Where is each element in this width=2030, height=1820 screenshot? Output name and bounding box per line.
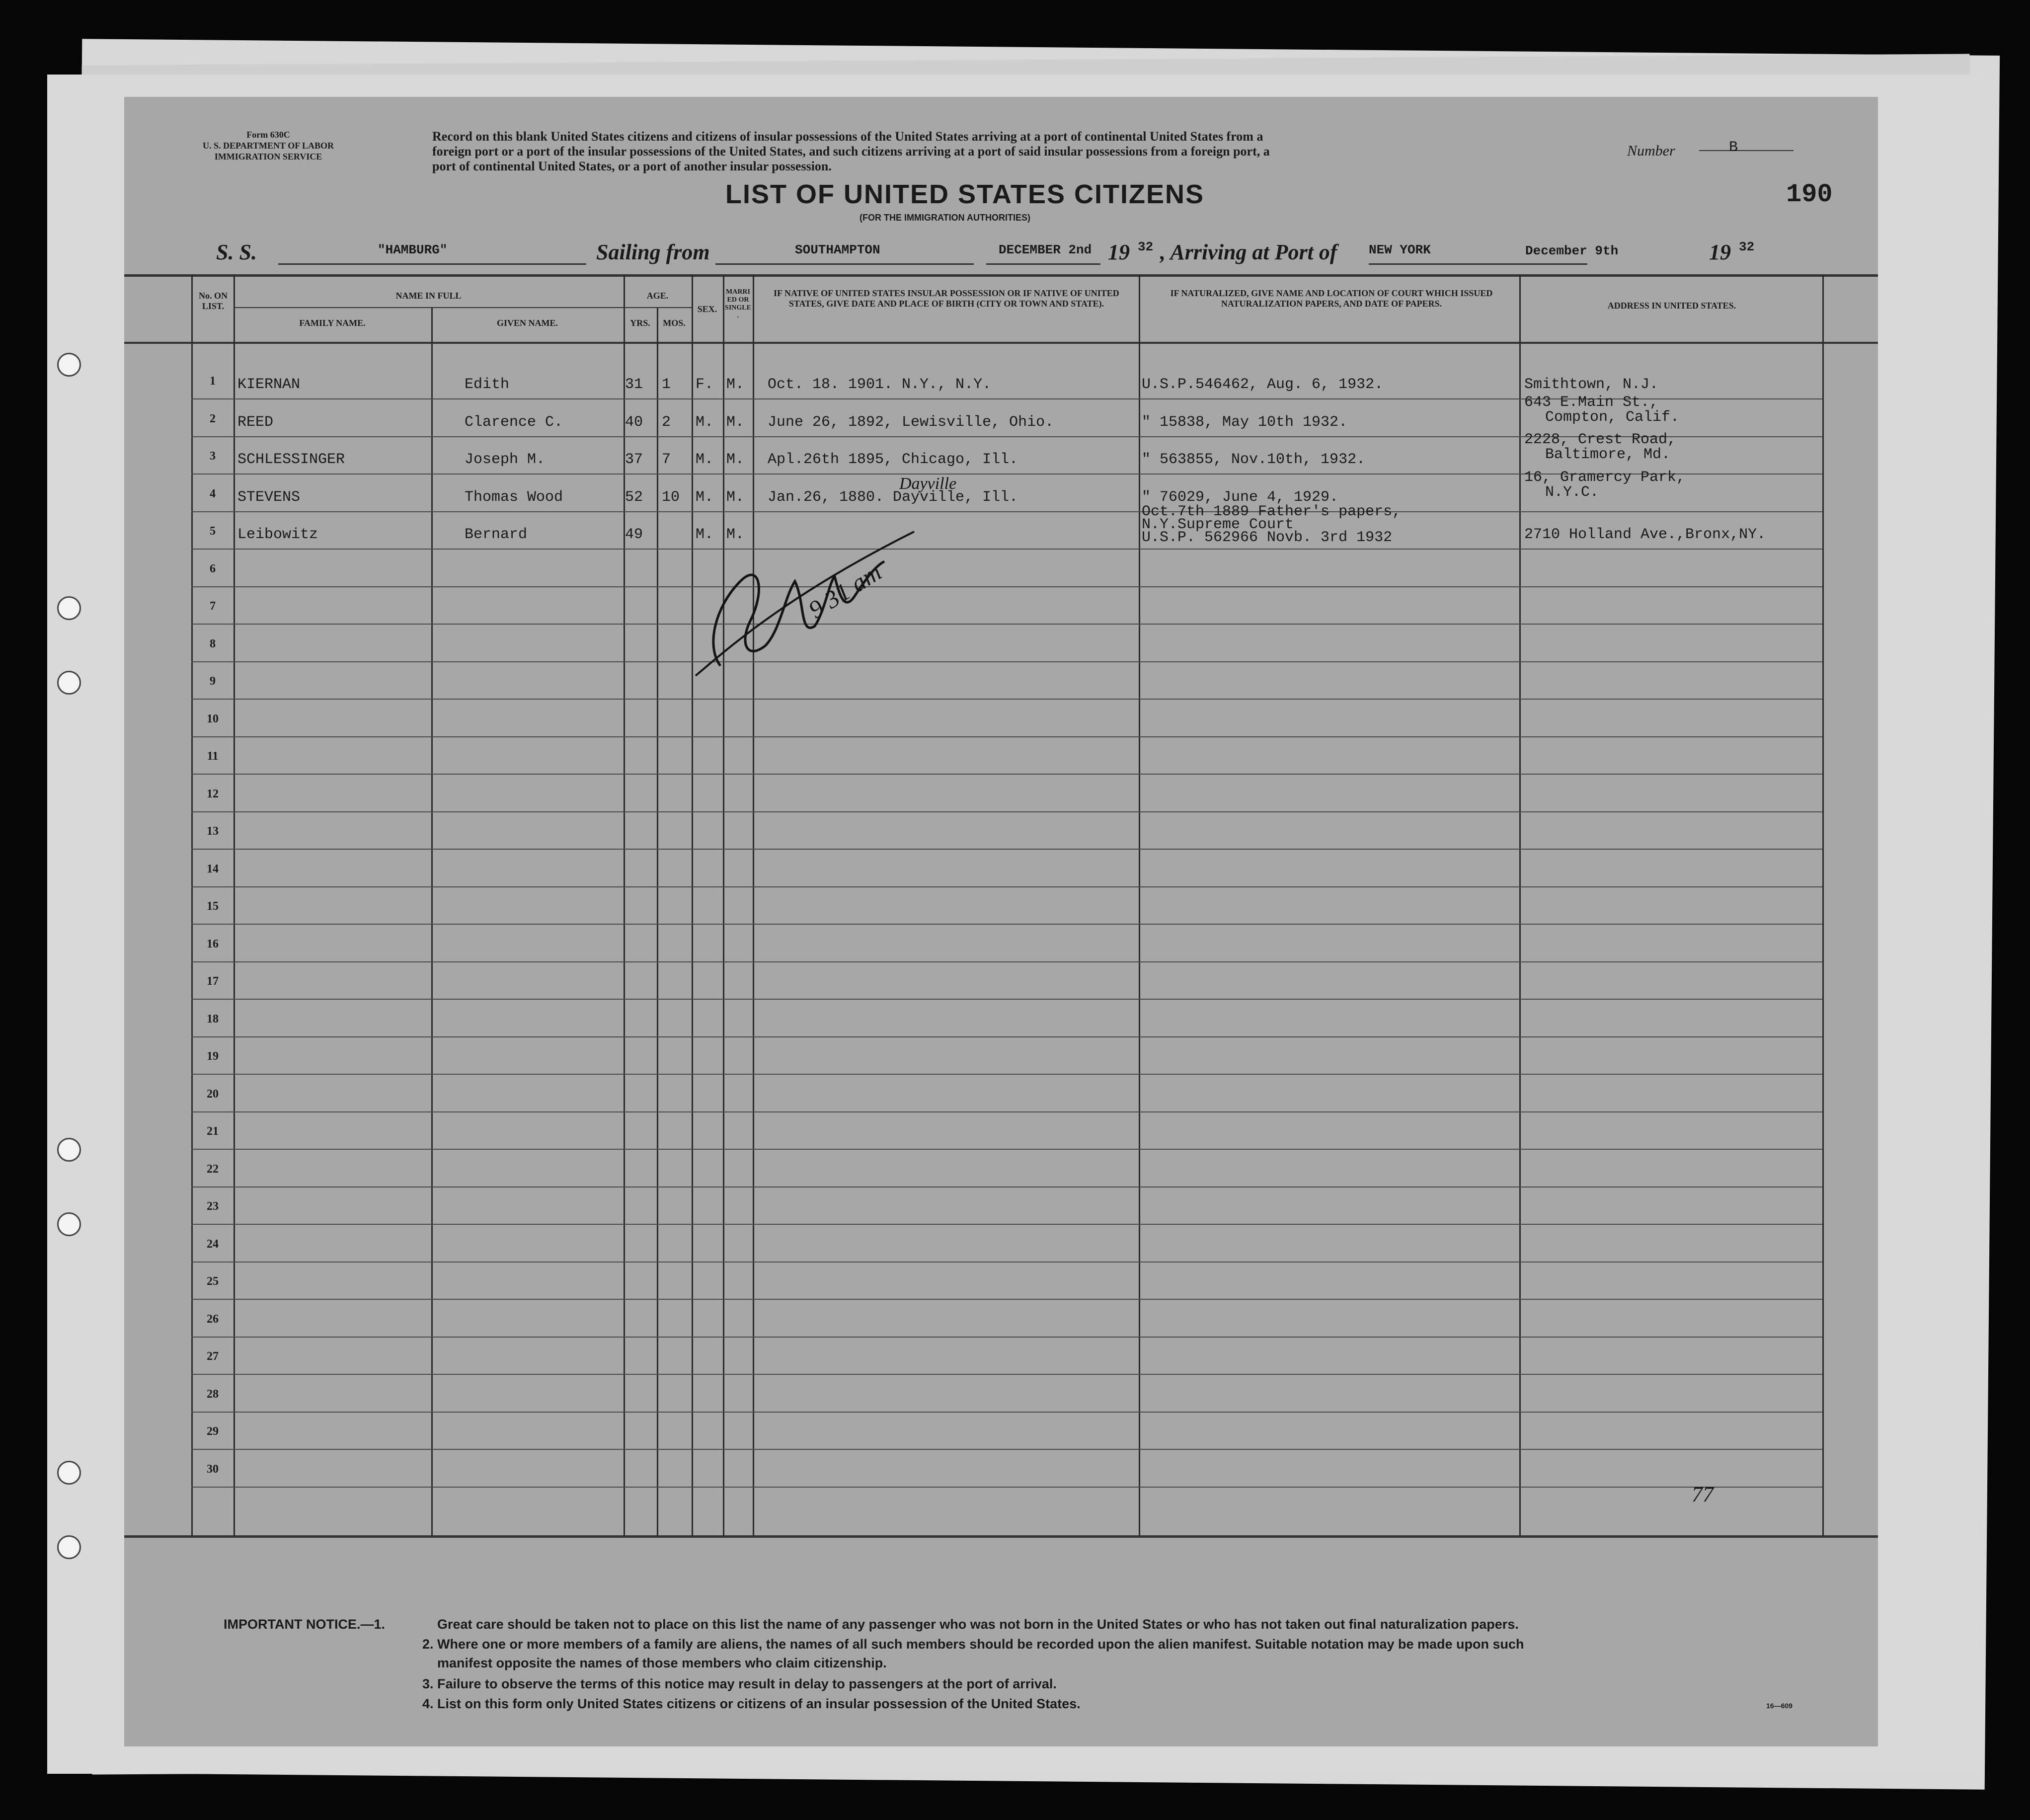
punch-hole xyxy=(57,671,81,695)
ship-name: "HAMBURG" xyxy=(378,242,448,257)
sailing-underline xyxy=(715,263,974,265)
given-name-cell: Edith xyxy=(465,376,510,393)
notice-item-1: Great care should be taken not to place on this list the name of any passenger who was not born in the United States or who has not taken out final naturalization papers. xyxy=(437,1617,1519,1632)
notice-item-2-cont: manifest opposite the names of those members who claim citizenship. xyxy=(437,1656,887,1670)
family-name-cell: SCHLESSINGER xyxy=(237,451,345,468)
table-top-rule xyxy=(124,274,1878,277)
inspection-time: 9 31 am xyxy=(803,557,886,624)
address-cell-line2: Baltimore, Md. xyxy=(1545,446,1671,463)
naturalization-cell: " 563855, Nov.10th, 1932. xyxy=(1142,451,1366,468)
marital-status-cell: M. xyxy=(726,376,745,393)
row-rule xyxy=(191,586,1822,587)
row-rule xyxy=(191,1224,1822,1225)
sailing-date: DECEMBER 2nd xyxy=(999,242,1092,257)
age-years-cell: 40 xyxy=(625,413,643,431)
family-name-cell: REED xyxy=(237,413,274,431)
row-rule xyxy=(191,624,1822,625)
number-value: B xyxy=(1729,139,1738,156)
row-number: 22 xyxy=(207,1162,219,1176)
number-underline xyxy=(1699,150,1794,151)
row-number: 8 xyxy=(210,637,216,650)
service-name: IMMIGRATION SERVICE xyxy=(214,152,322,161)
age-years-cell: 49 xyxy=(625,526,643,543)
age-years-cell: 31 xyxy=(625,376,643,393)
sailing-year-suffix: 32 xyxy=(1138,239,1154,254)
handwritten-count: 77 xyxy=(1692,1482,1714,1506)
arrival-date: December 9th xyxy=(1525,243,1619,258)
marital-status-cell: M. xyxy=(726,526,745,543)
row-number: 27 xyxy=(207,1350,219,1363)
birth-cell: Apl.26th 1895, Chicago, Ill. xyxy=(768,451,1018,468)
notice-item-3: 3. Failure to observe the terms of this notice may result in delay to passengers at the port of arrival. xyxy=(422,1676,1057,1691)
arrival-underline xyxy=(1369,263,1587,265)
row-number: 9 xyxy=(210,675,216,688)
inspector-signature xyxy=(686,522,924,691)
row-number: 14 xyxy=(207,862,219,875)
col-divider xyxy=(753,274,754,1536)
col-header-age: AGE. xyxy=(646,291,669,301)
row-number: 23 xyxy=(207,1200,219,1213)
ss-label: S. S. xyxy=(216,240,257,264)
row-number: 10 xyxy=(207,712,219,725)
row-number: 7 xyxy=(210,600,216,613)
sailing-port: SOUTHAMPTON xyxy=(795,242,880,257)
row-number: 21 xyxy=(207,1125,219,1138)
marital-status-cell: M. xyxy=(726,488,745,506)
row-rule xyxy=(191,661,1822,662)
age-months-cell: 10 xyxy=(662,488,680,506)
row-rule xyxy=(191,699,1822,700)
col-header-married: MARRIED OR SINGLE. xyxy=(725,288,751,319)
col-divider xyxy=(657,308,658,1536)
given-name-cell: Joseph M. xyxy=(465,451,546,468)
row-number: 1 xyxy=(210,375,216,388)
row-number: 13 xyxy=(207,825,219,838)
age-months-cell: 2 xyxy=(662,413,671,431)
name-subheader-rule xyxy=(234,307,624,308)
col-divider xyxy=(692,274,693,1536)
col-header-address: ADDRESS IN UNITED STATES. xyxy=(1607,301,1736,311)
row-number: 3 xyxy=(210,450,216,463)
sailing-year-prefix: 19 xyxy=(1108,240,1130,264)
row-number: 25 xyxy=(207,1275,219,1288)
col-divider xyxy=(1822,274,1824,1536)
given-name-cell: Bernard xyxy=(465,526,528,543)
marital-status-cell: M. xyxy=(726,451,745,468)
manifest-form xyxy=(124,97,1878,1746)
row-number: 28 xyxy=(207,1387,219,1401)
punch-hole xyxy=(57,1461,81,1485)
row-number: 5 xyxy=(210,525,216,538)
col-header-mos: MOS. xyxy=(663,318,686,328)
form-id xyxy=(164,129,373,162)
given-name-cell: Thomas Wood xyxy=(465,488,563,506)
address-cell: 643 E.Main St., xyxy=(1524,394,1659,411)
col-divider xyxy=(723,274,724,1536)
col-divider xyxy=(1139,274,1140,1536)
row-number: 11 xyxy=(207,750,219,763)
age-subheader-rule xyxy=(624,307,692,308)
naturalization-cell-line2: N.Y.Supreme Court xyxy=(1142,516,1294,533)
table-header-rule xyxy=(124,342,1878,344)
row-number: 29 xyxy=(207,1425,219,1438)
address-cell: 2710 Holland Ave.,Bronx,NY. xyxy=(1524,526,1766,543)
address-cell: 16, Gramercy Park, xyxy=(1524,469,1686,486)
col-header-yrs: YRS. xyxy=(630,318,650,328)
punch-hole xyxy=(57,353,81,377)
sex-cell: M. xyxy=(696,451,714,468)
record-instructions xyxy=(432,129,1615,174)
row-rule xyxy=(191,1149,1822,1150)
notice-label: IMPORTANT NOTICE.—1. xyxy=(224,1617,386,1632)
marital-status-cell: M. xyxy=(726,413,745,431)
age-years-cell: 37 xyxy=(625,451,643,468)
sex-cell: M. xyxy=(696,488,714,506)
col-header-naturalized: IF NATURALIZED, GIVE NAME AND LOCATION OF COURT WHICH ISSUED NATURALIZATION PAPERS, AND DATE OF PAPERS. xyxy=(1170,288,1493,309)
birth-cell: Oct. 18. 1901. N.Y., N.Y. xyxy=(768,376,992,393)
number-label: Number xyxy=(1627,143,1675,159)
row-rule xyxy=(191,549,1822,550)
row-number: 26 xyxy=(207,1312,219,1326)
table-bottom-rule xyxy=(124,1535,1878,1538)
col-header-given-name: GIVEN NAME. xyxy=(496,318,558,328)
record-line-2: foreign port or a port of the insular possessions of the United States, and such citizens arriving at a port of said insular possessions from a foreign port, a xyxy=(432,144,1270,158)
form-title: LIST OF UNITED STATES CITIZENS xyxy=(725,179,1204,209)
row-rule xyxy=(191,511,1822,512)
naturalization-cell: U.S.P.546462, Aug. 6, 1932. xyxy=(1142,376,1384,393)
punch-hole xyxy=(57,596,81,620)
row-rule xyxy=(191,1074,1822,1075)
page-number: 190 xyxy=(1786,180,1833,209)
row-rule xyxy=(191,811,1822,812)
age-years-cell: 52 xyxy=(625,488,643,506)
family-name-cell: KIERNAN xyxy=(237,376,301,393)
age-months-cell: 1 xyxy=(662,376,671,393)
row-rule xyxy=(191,961,1822,962)
row-rule xyxy=(191,774,1822,775)
row-number: 17 xyxy=(207,975,219,988)
notice-item-4: 4. List on this form only United States citizens or citizens of an insular possession of the United States. xyxy=(422,1696,1081,1711)
row-rule xyxy=(191,1036,1822,1037)
row-rule xyxy=(191,1449,1822,1450)
row-number: 12 xyxy=(207,787,219,800)
row-number: 15 xyxy=(207,900,219,913)
record-line-1: Record on this blank United States citizens and citizens of insular possessions of the United States arriving at a port of continental United States from a xyxy=(432,129,1263,144)
row-number: 19 xyxy=(207,1050,219,1063)
sailing-label: Sailing from xyxy=(596,240,710,264)
row-number: 30 xyxy=(207,1462,219,1476)
address-cell-line2: N.Y.C. xyxy=(1545,483,1599,501)
row-rule xyxy=(191,1487,1822,1488)
family-name-cell: Leibowitz xyxy=(237,526,318,543)
row-number: 18 xyxy=(207,1012,219,1026)
naturalization-cell: Oct.7th 1889 Father's papers, xyxy=(1142,503,1402,520)
col-header-name-in-full: NAME IN FULL xyxy=(395,291,462,301)
arrival-year-prefix: 19 xyxy=(1709,240,1731,264)
department-name: U. S. DEPARTMENT OF LABOR xyxy=(202,141,334,151)
sex-cell: F. xyxy=(696,376,714,393)
row-number: 24 xyxy=(207,1237,219,1251)
address-cell: Smithtown, N.J. xyxy=(1524,376,1659,393)
row-rule xyxy=(191,924,1822,925)
punch-hole xyxy=(57,1212,81,1236)
family-name-cell: STEVENS xyxy=(237,488,301,506)
naturalization-cell: " 15838, May 10th 1932. xyxy=(1142,413,1348,431)
punch-hole xyxy=(57,1535,81,1559)
arrival-year-suffix: 32 xyxy=(1739,239,1755,254)
row-rule xyxy=(191,886,1822,887)
form-number: Form 630C xyxy=(246,130,290,140)
record-line-3: port of continental United States, or a port of another insular possession. xyxy=(432,159,832,173)
row-number: 20 xyxy=(207,1087,219,1101)
row-rule xyxy=(191,1299,1822,1300)
row-rule xyxy=(191,1412,1822,1413)
sailing-date-underline xyxy=(986,263,1100,265)
col-header-sex: SEX. xyxy=(697,304,717,314)
col-header-birth: IF NATIVE OF UNITED STATES INSULAR POSSESSION OR IF NATIVE OF UNITED STATES, GIVE DATE AND PLACE OF BIRTH (CITY OR TOWN AND STATE). xyxy=(774,288,1119,309)
row-rule xyxy=(191,1374,1822,1375)
ship-underline xyxy=(278,263,586,265)
address-cell: 2228, Crest Road, xyxy=(1524,431,1677,448)
arrival-port: NEW YORK xyxy=(1369,242,1431,257)
col-divider xyxy=(234,274,235,1536)
row-rule xyxy=(191,1262,1822,1263)
row-number: 4 xyxy=(210,487,216,500)
row-rule xyxy=(191,999,1822,1000)
address-cell-line2: Compton, Calif. xyxy=(1545,408,1680,426)
row-rule xyxy=(191,1111,1822,1112)
col-divider xyxy=(191,274,193,1536)
notice-item-2: 2. Where one or more members of a family are aliens, the names of all such members should be recorded upon the alien manifest. Suitable notation may be made upon such xyxy=(422,1637,1524,1652)
naturalization-cell-line3: U.S.P. 562966 Novb. 3rd 1932 xyxy=(1142,529,1393,546)
col-header-family-name: FAMILY NAME. xyxy=(299,318,366,328)
birth-cell: Jan.26, 1880. Dayville, Ill. xyxy=(768,488,1018,506)
row-number: 6 xyxy=(210,562,216,575)
sex-cell: M. xyxy=(696,413,714,431)
punch-hole xyxy=(57,1138,81,1162)
birth-cell: June 26, 1892, Lewisville, Ohio. xyxy=(768,413,1054,431)
row-rule xyxy=(191,736,1822,737)
col-divider xyxy=(1519,274,1521,1536)
col-header-no: No. ON LIST. xyxy=(199,291,228,311)
form-subtitle: (FOR THE IMMIGRATION AUTHORITIES) xyxy=(859,213,1030,223)
sex-cell: M. xyxy=(696,526,714,543)
form-code: 16—609 xyxy=(1766,1702,1793,1710)
handwritten-correction: Dayville xyxy=(899,475,957,493)
row-rule xyxy=(191,849,1822,850)
row-number: 2 xyxy=(210,412,216,425)
naturalization-cell: " 76029, June 4, 1929. xyxy=(1142,488,1339,506)
age-months-cell: 7 xyxy=(662,451,671,468)
row-rule xyxy=(191,1337,1822,1338)
given-name-cell: Clarence C. xyxy=(465,413,563,431)
row-number: 16 xyxy=(207,937,219,950)
arriving-label: , Arriving at Port of xyxy=(1160,240,1337,264)
col-divider xyxy=(431,308,433,1536)
